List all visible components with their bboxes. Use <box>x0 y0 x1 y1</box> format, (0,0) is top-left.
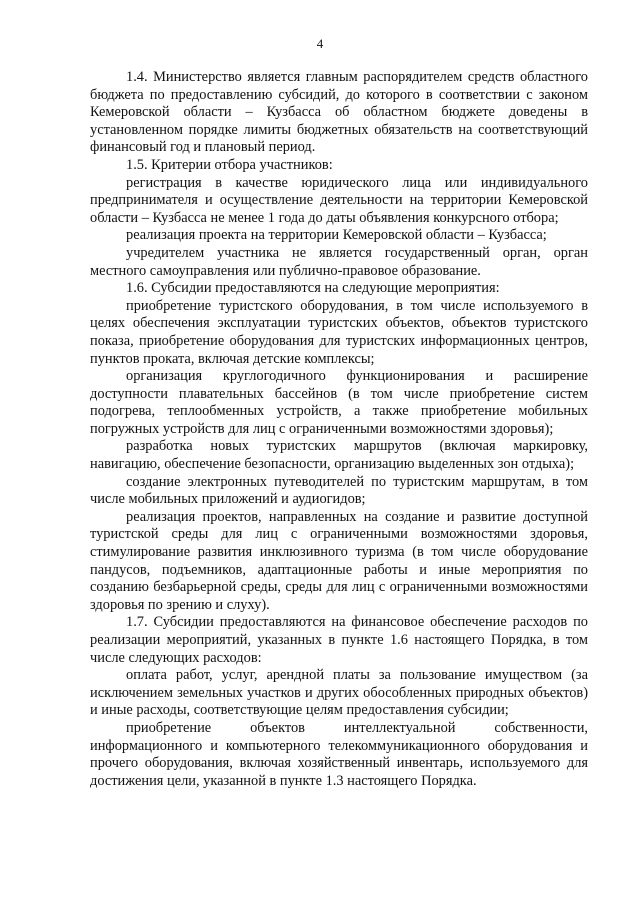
criteria-registration: регистрация в качестве юридического лица или индивидуального предпринимателя и осуществление деятельности на территории Кемеровской области – Кузбасса не менее 1 года до даты объявления конкурсного отбора; <box>90 174 588 226</box>
criteria-founder: учредителем участника не является государственный орган, орган местного самоуправления или публично-правовое образование. <box>90 244 588 279</box>
paragraph-1-6-heading: 1.6. Субсидии предоставляются на следующие мероприятия: <box>126 280 500 297</box>
paragraph-1-5-heading: 1.5. Критерии отбора участников: <box>126 156 333 173</box>
expense-intellectual-property: приобретение объектов интеллектуальной собственности, информационного и компьютерного телекоммуникационного оборудования и прочего оборудования, включая хозяйственный инвентарь, используемого для достижения цели, указанной в пункте 1.3 настоящего Порядка. <box>90 719 588 789</box>
activity-accessible-environment: реализация проектов, направленных на создание и развитие доступной туристской среды для лиц с ограниченными возможностями здоровья, стимулирование развития инклюзивного туризма (в том числе оборудование пандусов, подъемников, адаптационные работы и иные мероприятия по созданию безбарьерной среды, среды для лиц с ограниченными возможностями здоровья по зрению и слуху). <box>90 508 588 613</box>
expense-services-rent: оплата работ, услуг, арендной платы за пользование имуществом (за исключением земельных участков и других обособленных природных объектов) и иные расходы, соответствующие целям предоставления субсидии; <box>90 667 588 719</box>
criteria-project-territory: реализация проекта на территории Кемеровской области – Кузбасса; <box>126 227 547 244</box>
activity-pools: организация круглогодичного функционирования и расширение доступности плавательных бассейнов (в том числе приобретение систем подогрева, теплообменных устройств, а также приобретение мобильных погружных устройств для лиц с ограниченными возможностями здоровья); <box>90 368 588 437</box>
page-number: 4 <box>316 36 324 51</box>
activity-guides: создание электронных путеводителей по туристским маршрутам, в том числе мобильных приложений и аудиогидов; <box>90 473 588 508</box>
activity-routes: разработка новых туристских маршрутов (включая маркировку, навигацию, обеспечение безопасности, организацию выделенных зон отдыха); <box>90 438 588 473</box>
paragraph-1-4: 1.4. Министерство является главным распорядителем средств областного бюджета по предоставлению субсидий, до которого в соответствии с законом Кемеровской области – Кузбасса об областном бюджете доведены в установленном порядке лимиты бюджетных обязательств на соответствующий финансовый год и плановый период. <box>90 69 588 156</box>
document-body <box>90 69 588 790</box>
activity-equipment: приобретение туристского оборудования, в том числе используемого в целях обеспечения эксплуатации туристских объектов, объектов туристского показа, приобретение оборудования для туристских информационных центров, пунктов проката, включая детские комплексы; <box>90 297 588 367</box>
paragraph-1-7: 1.7. Субсидии предоставляются на финансовое обеспечение расходов по реализации мероприятий, указанных в пункте 1.6 настоящего Порядка, в том числе следующих расходов: <box>90 614 588 666</box>
